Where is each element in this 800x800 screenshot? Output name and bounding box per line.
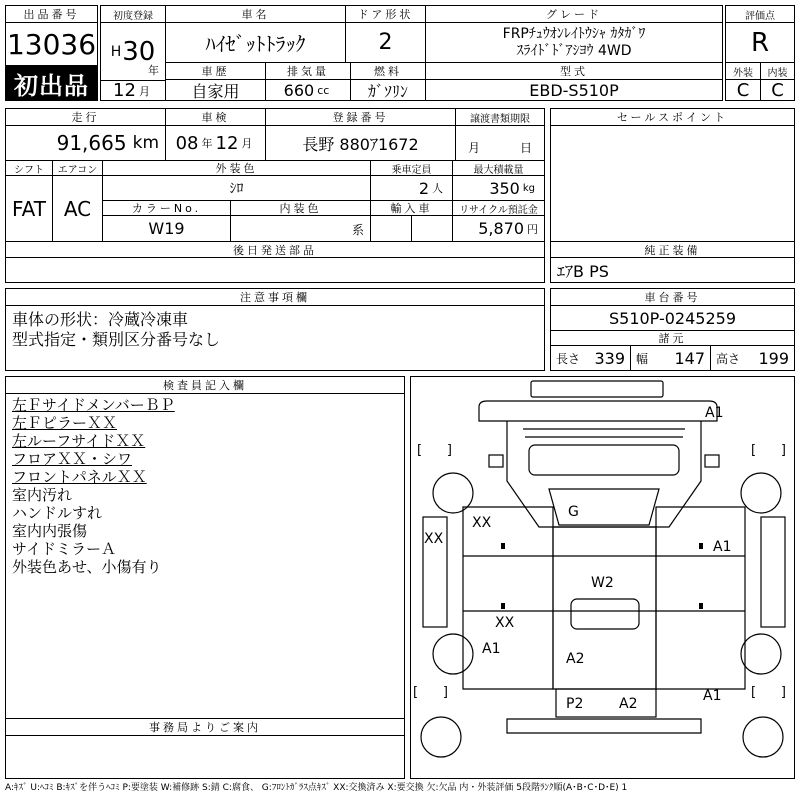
plate-header: 登録番号 <box>265 108 456 126</box>
right-side-panel <box>761 517 785 627</box>
plate-number: 長野 880ｱ1672 <box>265 125 456 161</box>
registration-month-unit: 月 <box>138 84 150 98</box>
marker-dot <box>501 543 505 549</box>
marker-dot <box>501 603 505 609</box>
displacement-unit: cc <box>317 83 330 97</box>
mileage-header: 走行 <box>5 108 166 126</box>
aircon-header: エアコン <box>52 160 103 176</box>
damage-mark: XX <box>472 515 492 531</box>
specs-header: 諸元 <box>550 330 795 346</box>
first-registration-month <box>100 80 166 101</box>
import-car-box-b <box>411 215 453 242</box>
front-bumper-outline <box>479 401 717 421</box>
registration-year: 30 <box>122 36 156 67</box>
capacity-unit: 人 <box>432 182 443 195</box>
bracket-bottom-right: [ ] <box>751 685 786 700</box>
interior-grade: C <box>760 79 795 101</box>
right-front-wheel <box>741 473 781 513</box>
shift-value: FAT <box>5 175 53 242</box>
rear-window-outline <box>571 599 639 629</box>
equipment-value: ｴｱB PS <box>550 257 795 283</box>
chassis-number: S510P-0245259 <box>550 305 795 331</box>
damage-mark: A2 <box>619 696 638 712</box>
inspection-month: 12 <box>215 132 239 154</box>
displacement-number: 660 <box>283 80 315 100</box>
inspection-year: 08 <box>175 132 199 154</box>
damage-mark: W2 <box>591 575 614 591</box>
left-rear-wheel <box>433 634 473 674</box>
car-name-header: 車名 <box>165 5 346 23</box>
equipment-header: 純正装備 <box>550 241 795 258</box>
recycle-fee-value <box>452 215 545 242</box>
score-header: 評価点 <box>725 5 795 23</box>
registration-year-unit: 年 <box>148 64 159 77</box>
damage-mark: A1 <box>713 539 732 555</box>
interior-color-header: 内装色 <box>230 200 371 216</box>
right-mirror <box>705 455 719 467</box>
interior-color-suffix: 系 <box>351 223 364 237</box>
spec-height-label: 高さ <box>716 351 741 366</box>
cab-roof-panel <box>529 445 679 475</box>
exterior-grade-header: 外装 <box>725 62 761 80</box>
interior-grade-header: 内装 <box>760 62 795 80</box>
right-body-panel <box>656 507 745 689</box>
notes-header: 注意事項欄 <box>5 288 545 306</box>
left-rear-view-wheel <box>421 717 461 757</box>
legend-line: A:ｷｽﾞ U:ﾍｺﾐ B:ｷｽﾞを伴うﾍｺﾐ P:要塗装 W:補修跡 S:錆 C:腐食、 G:ﾌﾛﾝﾄｶﾞﾗｽ点ｷｽﾞ XX:交換済み X:要交換 欠:欠品 内・外装評価 5段階ﾗﾝｸ順(A･B･C･D･E) 1 <box>5 783 628 793</box>
marker-dot <box>699 543 703 549</box>
spec-length-label: 長さ <box>556 351 581 366</box>
inspector-notes-body <box>5 393 405 719</box>
capacity-number: 2 <box>418 178 429 198</box>
displacement-header: 排気量 <box>265 62 351 80</box>
inspector-line: 外装色あせ、小傷有り <box>12 558 162 576</box>
spec-width-label: 幅 <box>636 351 649 366</box>
spec-length <box>550 345 631 371</box>
exterior-grade: C <box>725 79 761 101</box>
inspector-line: フロアＸＸ・シワ <box>12 450 133 468</box>
mileage-unit: km <box>132 133 159 153</box>
inspector-line: 左ＦサイドメンバーＢＰ <box>12 396 175 414</box>
recycle-fee-unit: 円 <box>527 222 538 236</box>
damage-mark: P2 <box>566 696 584 712</box>
door-type-header: ドア形状 <box>345 5 426 23</box>
transfer-month-unit: 月 <box>467 141 480 155</box>
aircon-value: AC <box>52 175 103 242</box>
exterior-color: ｼﾛ <box>102 175 371 201</box>
first-registration-header: 初度登録 <box>100 5 166 23</box>
import-car-header: 輸入車 <box>370 200 453 216</box>
rear-bumper-outline <box>507 719 701 733</box>
history-value: 自家用 <box>165 79 266 101</box>
recycle-fee-header: リサイクル預託金 <box>452 200 545 216</box>
transfer-deadline-value <box>455 125 545 161</box>
damage-mark: XX <box>495 615 515 631</box>
sales-point-header: セールスポイント <box>550 108 795 126</box>
notes-body <box>5 305 545 371</box>
windshield-outline <box>549 489 659 525</box>
transfer-deadline-header: 譲渡書類期限 <box>455 108 545 126</box>
fuel-header: 燃料 <box>350 62 426 80</box>
damage-mark: A2 <box>566 651 585 667</box>
truck-outline <box>421 381 785 757</box>
left-mirror <box>489 455 503 467</box>
roof-outline <box>531 381 663 397</box>
mileage-number: 91,665 <box>56 131 127 155</box>
registration-era: H <box>110 43 122 60</box>
truck-diagram-svg <box>411 377 794 778</box>
inspector-line: 左ルーフサイドＸＸ <box>12 432 146 450</box>
right-rear-wheel <box>741 634 781 674</box>
displacement-value <box>265 79 351 101</box>
color-no-header: カラーNo. <box>102 200 231 216</box>
first-registration-year <box>100 22 166 81</box>
door-type: 2 <box>345 22 426 63</box>
left-body-panel <box>463 507 553 689</box>
max-load-number: 350 <box>489 178 520 198</box>
inspector-line: 左ＦピラーＸＸ <box>12 414 118 432</box>
damage-mark: A1 <box>703 688 722 704</box>
parts-later-body <box>5 257 545 283</box>
parts-later-header: 後日発送部品 <box>5 241 545 258</box>
inspection-month-unit: 月 <box>241 137 253 150</box>
capacity-value <box>370 175 453 201</box>
mileage-value <box>5 125 166 161</box>
lot-number-header: 出品番号 <box>5 5 98 23</box>
bracket-bottom-left: [ ] <box>413 685 448 700</box>
damage-mark: G <box>568 504 579 520</box>
max-load-value <box>452 175 545 201</box>
damage-mark: XX <box>424 531 444 547</box>
grade-header: グレード <box>425 5 723 23</box>
spec-width <box>630 345 711 371</box>
shift-header: シフト <box>5 160 53 176</box>
import-car-box-a <box>370 215 412 242</box>
damage-mark: A1 <box>482 641 501 657</box>
spec-length-value: 339 <box>594 348 625 368</box>
transfer-day-unit: 日 <box>520 141 533 155</box>
inspector-notes-header: 検査員記入欄 <box>5 376 405 394</box>
first-listing-badge: 初出品 <box>5 65 98 101</box>
damage-mark: A1 <box>705 405 724 421</box>
lot-number: 13036 <box>5 22 98 66</box>
office-notice-header: 事務局よりご案内 <box>5 718 405 736</box>
grade-value <box>425 22 723 63</box>
inspector-line: ハンドルすれ <box>12 504 103 522</box>
chassis-number-header: 車台番号 <box>550 288 795 306</box>
model-code-header: 型式 <box>425 62 723 80</box>
spec-height <box>710 345 795 371</box>
score-value: R <box>725 22 795 63</box>
max-load-unit: kg <box>522 182 535 194</box>
notes-line: 車体の形状：冷蔵冷凍車 <box>12 310 189 329</box>
inspection-year-unit: 年 <box>201 137 213 150</box>
inspector-line: サイドミラーＡ <box>12 540 116 558</box>
max-load-header: 最大積載量 <box>452 160 545 176</box>
inspection-value <box>165 125 266 161</box>
sales-point-body <box>550 125 795 242</box>
fuel-value: ｶﾞｿﾘﾝ <box>350 79 426 101</box>
interior-color <box>230 215 371 242</box>
bracket-top-right: [ ] <box>751 443 786 458</box>
cab-window-lines <box>523 429 685 437</box>
color-no: W19 <box>102 215 231 242</box>
grade-line-1: FRPﾁｭｳｵﾝﾚｲﾄｳｼｬ ｶﾀｶﾞﾜ <box>502 25 646 42</box>
damage-diagram <box>410 376 795 779</box>
car-name: ﾊｲｾﾞｯﾄﾄﾗｯｸ <box>165 22 346 63</box>
capacity-header: 乗車定員 <box>370 160 453 176</box>
inspection-header: 車検 <box>165 108 266 126</box>
recycle-fee-number: 5,870 <box>478 219 524 238</box>
office-notice-body <box>5 735 405 779</box>
inspector-line: 室内内張傷 <box>12 522 88 540</box>
notes-line: 型式指定・類別区分番号なし <box>12 330 221 349</box>
inspector-line: フロントパネルＸＸ <box>12 468 147 486</box>
registration-month: 12 <box>113 80 136 101</box>
exterior-color-header: 外装色 <box>102 160 371 176</box>
marker-dot <box>699 603 703 609</box>
grade-line-2: ｽﾗｲﾄﾞﾄﾞｱｼﾖｳ 4WD <box>516 42 632 59</box>
inspector-line: 室内汚れ <box>12 486 73 504</box>
right-rear-view-wheel <box>743 717 783 757</box>
model-code: EBD-S510P <box>425 79 723 101</box>
spec-width-value: 147 <box>674 348 705 368</box>
bracket-top-left: [ ] <box>417 443 452 458</box>
spec-height-value: 199 <box>758 348 789 368</box>
history-header: 車歴 <box>165 62 266 80</box>
